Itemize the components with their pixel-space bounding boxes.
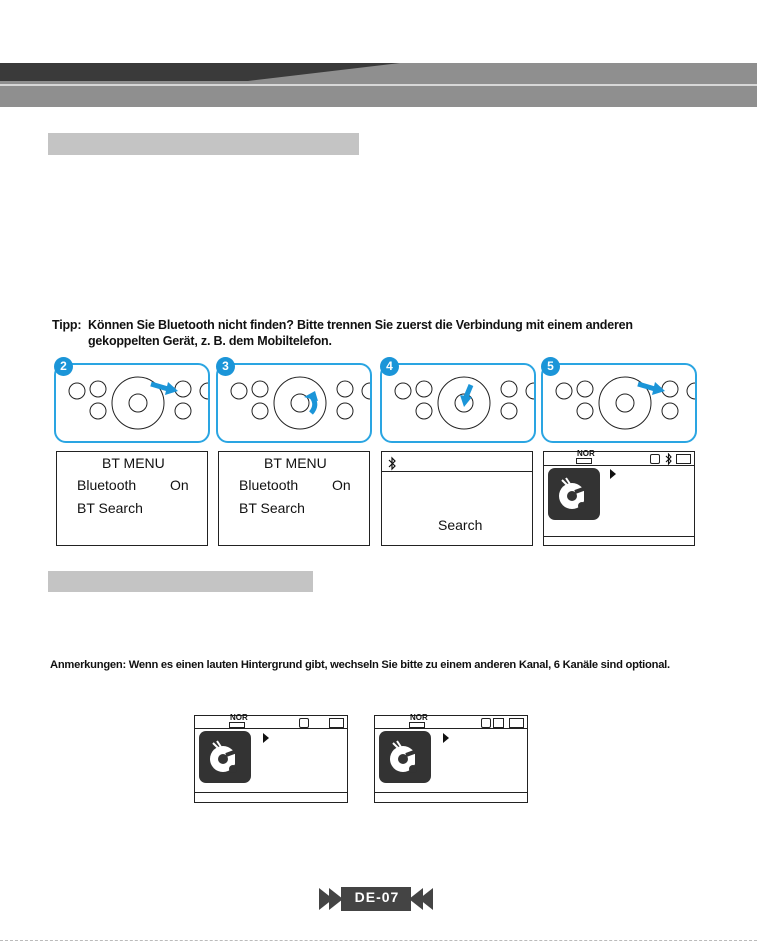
step-badge: 5	[541, 357, 560, 376]
divider	[382, 471, 532, 472]
tip-line-2: gekoppelten Gerät, z. B. dem Mobiltelefon.	[88, 334, 332, 348]
bluetooth-value: On	[170, 477, 189, 493]
search-label: Search	[438, 517, 483, 533]
bluetooth-label: Bluetooth	[77, 477, 137, 493]
divider	[544, 465, 694, 466]
step-badge: 4	[380, 357, 399, 376]
bt-menu-title: BT MENU	[102, 455, 165, 471]
album-art-icon	[379, 731, 431, 783]
play-indicator-icon	[443, 733, 449, 743]
bt-search-label: BT Search	[239, 500, 305, 516]
remote-illustration-2	[54, 363, 210, 443]
play-indicator-icon	[263, 733, 269, 743]
bluetooth-label: Bluetooth	[239, 477, 299, 493]
eq-bars-icon	[576, 458, 592, 464]
bluetooth-icon	[387, 456, 397, 472]
channel-icon	[493, 718, 504, 728]
tip-line-1: Können Sie Bluetooth nicht finden? Bitte trennen Sie zuerst die Verbindung mit einem anderen	[88, 318, 633, 332]
bluetooth-value: On	[332, 477, 351, 493]
eq-nor-label: NOR	[410, 713, 428, 722]
signal-icon	[481, 718, 491, 728]
divider	[375, 728, 527, 729]
remote-illustration-3	[216, 363, 372, 443]
remark-note: Anmerkungen: Wenn es einen lauten Hintergrund gibt, wechseln Sie bitte zu einem anderen Kanal, 6 Kanäle sind optional.	[50, 659, 670, 671]
screen-panel-bt-menu-1	[56, 451, 208, 546]
remote-icon	[543, 365, 695, 441]
divider	[195, 728, 347, 729]
battery-icon	[509, 718, 524, 728]
bt-menu-title: BT MENU	[264, 455, 327, 471]
page-number: DE-07	[354, 889, 400, 905]
signal-icon	[650, 454, 660, 464]
device-screen-1	[194, 715, 348, 803]
page-bottom-dashes	[0, 940, 757, 941]
screen-panel-search	[381, 451, 533, 546]
remote-icon	[218, 365, 370, 441]
play-indicator-icon	[610, 469, 616, 479]
device-screen-2	[374, 715, 528, 803]
step-badge: 2	[54, 357, 73, 376]
screen-panel-player	[543, 451, 695, 546]
divider	[544, 536, 694, 537]
remote-icon	[56, 365, 208, 441]
header-divider	[0, 84, 757, 86]
section-bar-1	[48, 133, 359, 155]
eq-nor-label: NOR	[230, 713, 248, 722]
eq-nor-label: NOR	[577, 449, 595, 458]
remote-illustration-5	[541, 363, 697, 443]
tip-label: Tipp:	[52, 318, 82, 332]
bt-search-label: BT Search	[77, 500, 143, 516]
remote-illustration-4	[380, 363, 536, 443]
battery-icon	[676, 454, 691, 464]
divider	[375, 792, 527, 793]
album-art-icon	[199, 731, 251, 783]
album-art-icon	[548, 468, 600, 520]
section-bar-2	[48, 571, 313, 592]
screen-panel-bt-menu-2	[218, 451, 370, 546]
divider	[195, 792, 347, 793]
signal-icon	[299, 718, 309, 728]
step-badge: 3	[216, 357, 235, 376]
battery-icon	[329, 718, 344, 728]
remote-icon	[382, 365, 534, 441]
